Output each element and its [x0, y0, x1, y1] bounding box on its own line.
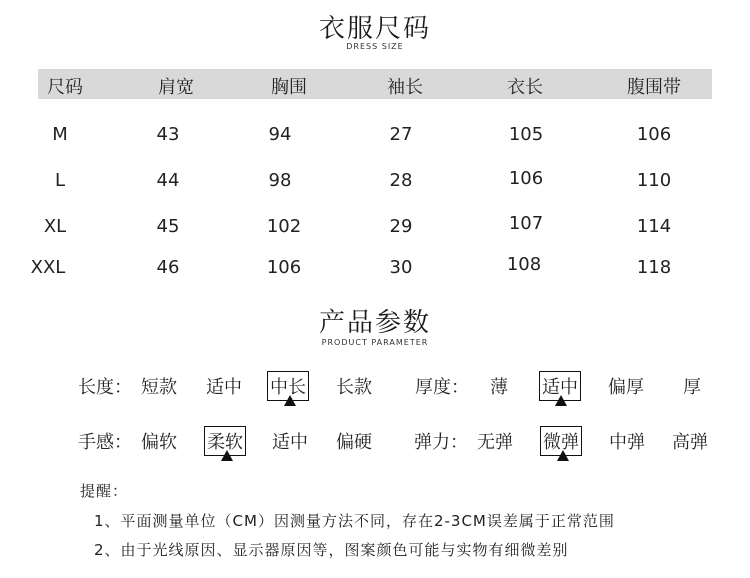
length-option: 短款 — [141, 377, 177, 398]
table-cell: 106 — [636, 124, 672, 145]
table-cell: 27 — [389, 124, 413, 145]
thickness-option: 薄 — [490, 377, 508, 398]
size-chart-title: 衣服尺码 — [318, 14, 431, 44]
notes-title: 提醒： — [80, 482, 129, 500]
col-header-sleeve: 袖长 — [387, 77, 423, 98]
feel-option: 适中 — [272, 432, 308, 453]
elasticity-label: 弹力： — [414, 432, 468, 453]
table-cell: 105 — [508, 124, 544, 145]
note-item: 1、平面测量单位（CM）因测量方法不同，存在2-3CM误差属于正常范围 — [94, 512, 615, 530]
selected-arrow-icon — [557, 450, 569, 461]
thickness-option-selected: 适中 — [539, 371, 581, 401]
table-cell: M — [52, 124, 68, 145]
table-cell: 44 — [156, 170, 180, 191]
size-chart-subtitle: DRESS SIZE — [346, 42, 404, 51]
feel-option: 偏硬 — [336, 432, 372, 453]
thickness-option: 偏厚 — [608, 377, 644, 398]
length-label: 长度： — [78, 377, 132, 398]
col-header-chest: 胸围 — [271, 77, 307, 98]
table-cell: 108 — [506, 254, 542, 275]
table-cell: 107 — [508, 213, 544, 234]
col-header-length: 衣长 — [507, 77, 543, 98]
table-cell: 43 — [156, 124, 180, 145]
table-cell: 98 — [268, 170, 292, 191]
table-cell: 114 — [636, 216, 672, 237]
thickness-option: 厚 — [683, 377, 701, 398]
length-option-selected: 中长 — [267, 371, 309, 401]
feel-option-selected: 柔软 — [204, 426, 246, 456]
table-cell: 45 — [156, 216, 180, 237]
table-cell: 106 — [508, 168, 544, 189]
table-cell: 118 — [636, 257, 672, 278]
table-cell: 106 — [266, 257, 302, 278]
feel-label: 手感： — [78, 432, 132, 453]
param-title: 产品参数 — [318, 308, 431, 338]
elasticity-option: 中弹 — [609, 432, 645, 453]
table-cell: 102 — [266, 216, 302, 237]
table-cell: 28 — [389, 170, 413, 191]
col-header-shoulder: 肩宽 — [158, 77, 194, 98]
table-cell: 29 — [389, 216, 413, 237]
table-cell: L — [54, 170, 66, 191]
selected-arrow-icon — [284, 395, 296, 406]
table-cell: 46 — [156, 257, 180, 278]
selected-arrow-icon — [555, 395, 567, 406]
table-cell: XXL — [30, 257, 66, 278]
table-cell: 110 — [636, 170, 672, 191]
note-item: 2、由于光线原因、显示器原因等，图案颜色可能与实物有细微差别 — [94, 541, 569, 559]
col-header-size: 尺码 — [47, 77, 83, 98]
size-table-header-bar — [38, 69, 712, 99]
param-subtitle: PRODUCT PARAMETER — [321, 338, 429, 347]
table-cell: 30 — [389, 257, 413, 278]
thickness-label: 厚度： — [415, 377, 469, 398]
length-option: 长款 — [336, 377, 372, 398]
table-cell: 94 — [268, 124, 292, 145]
col-header-belly: 腹围带 — [627, 77, 681, 98]
length-option: 适中 — [206, 377, 242, 398]
elasticity-option: 无弹 — [477, 432, 513, 453]
selected-arrow-icon — [221, 450, 233, 461]
elasticity-option: 高弹 — [672, 432, 708, 453]
elasticity-option-selected: 微弹 — [540, 426, 582, 456]
table-cell: XL — [43, 216, 67, 237]
feel-option: 偏软 — [141, 432, 177, 453]
